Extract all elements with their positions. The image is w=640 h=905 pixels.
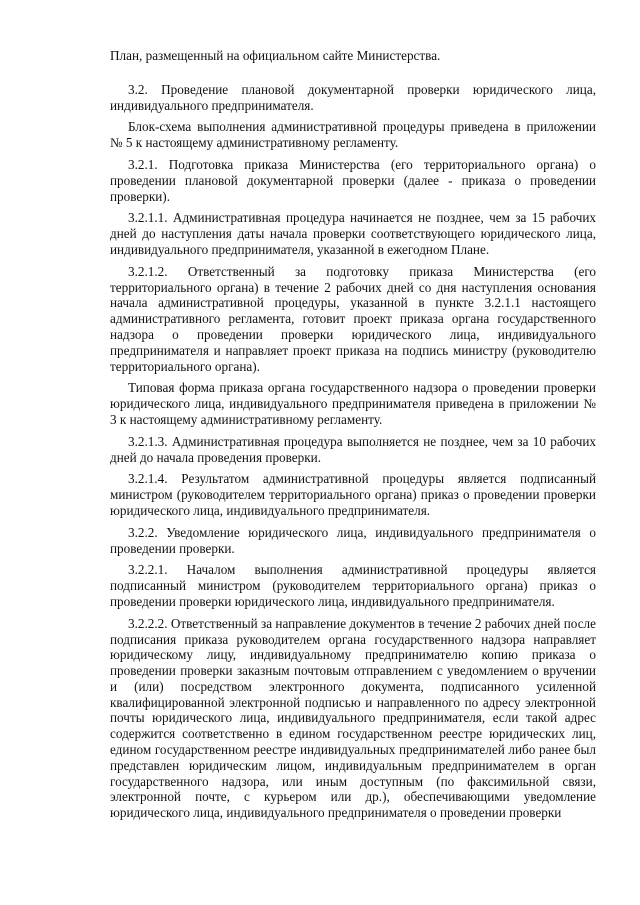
paragraph-flowchart-ref: Блок-схема выполнения административной процедуры приведена в приложении № 5 к настоящему административному регламенту.	[110, 119, 596, 151]
paragraph-plan-note: План, размещенный на официальном сайте Министерства.	[110, 48, 441, 63]
paragraph-3-2-2-1: 3.2.2.1. Началом выполнения административной процедуры является подписанный министром (руководителем территориального органа) приказ о проведении проверки юридического лица, индивидуального предпринимателя.	[110, 562, 596, 609]
document-page	[110, 48, 596, 827]
paragraph-3-2-1-4: 3.2.1.4. Результатом административной процедуры является подписанный министром (руководителем территориального органа) приказ о проведении проверки юридического лица, индивидуального предпринимателя.	[110, 471, 596, 518]
section-3-2-1-heading: 3.2.1. Подготовка приказа Министерства (его территориального органа) о проведении плановой документарной проверки (далее - приказа о проведении проверки).	[110, 156, 596, 204]
paragraph-3-2-1-2: 3.2.1.2. Ответственный за подготовку приказа Министерства (его территориального органа) в течение 2 рабочих дней со дня наступления основания начала административной процедуры, указанной в пункте 3.2.1.1 настоящего административного регламента, готовит проект приказа органа государственного надзора о проведении проверки юридического лица, индивидуального предпринимателя и направляет проект приказа на подпись министру (руководителю территориального органа).	[110, 263, 596, 374]
paragraph-3-2-1-3: 3.2.1.3. Административная процедура выполняется не позднее, чем за 10 рабочих дней до начала проведения проверки.	[110, 433, 596, 465]
section-3-2-heading: 3.2. Проведение плановой документарной проверки юридического лица, индивидуального предпринимателя.	[110, 81, 596, 113]
paragraph-3-2-2-2: 3.2.2.2. Ответственный за направление документов в течение 2 рабочих дней после подписания приказа руководителем органа государственного надзора направляет юридическому лицу, индивидуальному предпринимателю копию приказа о проведении проверки заказным почтовым отправлением с уведомлением о вручении и (или) посредством электронного документа, подписанного усиленной квалифицированной электронной подписью и направленного по адресу электронной почты юридического лица, индивидуального предпринимателя, если такой адрес содержится соответственно в едином государственном реестре юридических лиц, едином государственном реестре индивидуальных предпринимателей либо ранее был представлен юридическим лицом, индивидуальным предпринимателем в орган государственного надзора, или иным доступным (по факсимильной связи, электронной почте, с курьером или др.), обеспечивающими уведомление юридического лица, индивидуального предпринимателя о проведении проверки	[110, 615, 596, 821]
section-3-2-2-heading: 3.2.2. Уведомление юридического лица, индивидуального предпринимателя о проведении проверки.	[110, 524, 596, 556]
paragraph-3-2-1-1: 3.2.1.1. Административная процедура начинается не позднее, чем за 15 рабочих дней до наступления даты начала проверки соответствующего юридического лица, индивидуального предпринимателя, указанной в ежегодном Плане.	[110, 210, 596, 257]
paragraph-template-form: Типовая форма приказа органа государственного надзора о проведении проверки юридического лица, индивидуального предпринимателя приведена в приложении № 3 к настоящему административному регламенту.	[110, 380, 596, 427]
